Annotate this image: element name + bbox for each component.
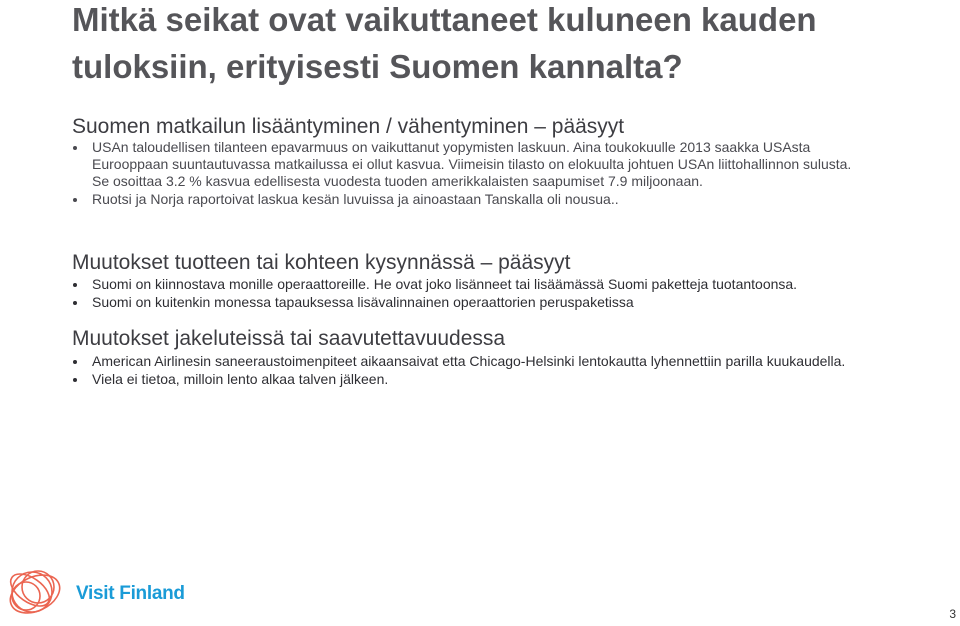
bullet-list-demand-change [72, 276, 872, 311]
bullet-icon [73, 198, 77, 202]
logo-text: Visit Finland [76, 583, 185, 604]
bullet-list-distribution-change [72, 353, 872, 388]
list-item: Suomi on kuitenkin monessa tapauksessa lisävalinnainen operaattorien peruspaketissa [72, 294, 872, 311]
section-heading-demand-change: Muutokset tuotteen tai kohteen kysynnässä – pääsyyt [72, 251, 571, 274]
slide-title: Mitkä seikat ovat vaikuttaneet kuluneen kauden tuloksiin, erityisesti Suomen kannalta? [72, 1, 817, 85]
bullet-icon [73, 301, 77, 305]
list-item: Ruotsi ja Norja raportoivat laskua kesän luvuissa ja ainoastaan Tanskalla oli nousua.. [72, 191, 872, 208]
section-heading-distribution-change: Muutokset jakeluteissä tai saavutettavuudessa [72, 327, 506, 350]
page-number: 3 [949, 607, 956, 621]
list-item: Viela ei tietoa, milloin lento alkaa talven jälkeen. [72, 371, 872, 388]
bullet-icon [73, 360, 77, 364]
bullet-icon [73, 146, 77, 150]
list-item: Suomi on kiinnostava monille operaattoreille. He ovat joko lisänneet tai lisäämässä Suomi paketteja tuotantoonsa. [72, 276, 872, 293]
section-heading-tourism-change: Suomen matkailun lisääntyminen / vähentyminen – pääsyyt [72, 115, 625, 138]
bullet-icon [73, 378, 77, 382]
list-item: American Airlinesin saneeraustoimenpiteet aikaansaivat etta Chicago-Helsinki lentokautta lyhennettiin parilla kuukaudella. [72, 353, 872, 370]
list-item: USAn taloudellisen tilanteen epavarmuus on vaikuttanut yopymisten laskuun. Aina toukokuulle 2013 saakka USAsta Eurooppaan suuntautuvassa matkailussa ei ollut kasvua. Viimeisin tilasto on elokuulta johtuen USAn liittohallinnon sulusta. Se osoittaa 3.2 % kasvua edellisesta vuodesta tuoden amerikkalaisten saapumiset 7.9 miljoonaan. [72, 139, 872, 190]
bullet-icon [73, 283, 77, 287]
bullet-list-tourism-change [72, 139, 872, 208]
